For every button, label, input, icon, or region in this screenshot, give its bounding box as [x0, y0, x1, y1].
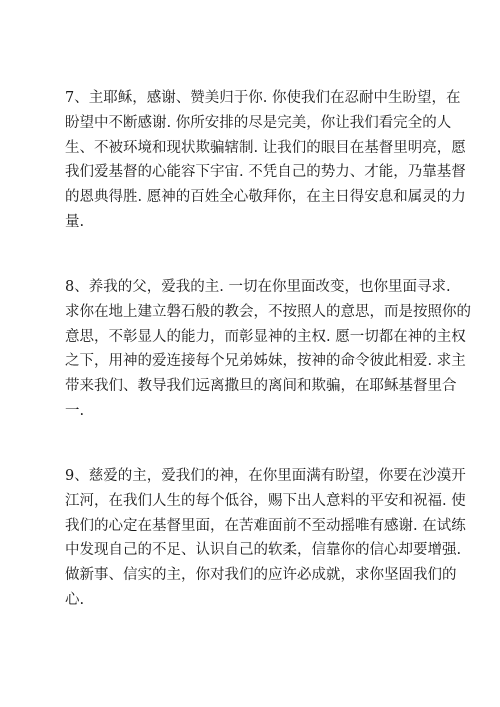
paragraph-line: 中发现自己的不足、认识自己的软柔，信靠你的信心却要增强.	[65, 542, 462, 559]
paragraph-line: 做新事、信实的主，你对我们的应许必成就，求你坚固我们的	[65, 567, 457, 584]
prayer-paragraph-7	[65, 86, 466, 235]
paragraph-line: 我们的心定在基督里面，在苦难面前不至动摇唯有感谢. 在试练	[65, 517, 466, 534]
paragraph-line: 意思，不彰显人的能力，而彰显神的主权. 愿一切都在神的主权	[65, 328, 466, 345]
paragraph-line: 我们爱基督的心能容下宇宙. 不凭自己的势力、才能，乃靠基督	[65, 164, 466, 181]
paragraph-line: 生、不被环境和现状欺骗辖制. 让我们的眼目在基督里明亮，愿	[65, 139, 466, 156]
paragraph-line: 量.	[65, 213, 85, 230]
paragraph-line: 盼望中不断感谢. 你所安排的尽是完美，你让我们看完全的人	[65, 114, 452, 131]
paragraph-line: 心.	[65, 591, 85, 608]
paragraph-line: 7、主耶稣，感谢、赞美归于你. 你使我们在忍耐中生盼望，在	[65, 90, 461, 106]
paragraph-line: 江河，在我们人生的每个低谷，赐下出人意料的平安和祝福. 使	[65, 492, 466, 509]
paragraph-line: 一.	[65, 402, 85, 419]
paragraph-line: 之下，用神的爱连接每个兄弟姊妹，按神的命令彼此相爱. 求主	[65, 353, 466, 370]
paragraph-line: 求你在地上建立磐石般的教会，不按照人的意思，而是按照你的	[65, 303, 471, 320]
paragraph-line: 带来我们、教导我们远离撒旦的离间和欺骗，在耶稣基督里合	[65, 378, 457, 395]
paragraph-line: 8、养我的父，爱我的主. 一切在你里面改变，也你里面寻求.	[65, 279, 451, 295]
paragraph-line: 9、慈爱的主，爱我们的神，在你里面满有盼望，你要在沙漠开	[65, 468, 466, 484]
paragraph-line: 的恩典得胜. 愿神的百姓全心敬拜你，在主日得安息和属灵的力	[65, 189, 466, 206]
prayer-paragraph-9	[65, 464, 466, 613]
prayer-paragraph-8	[65, 275, 471, 424]
